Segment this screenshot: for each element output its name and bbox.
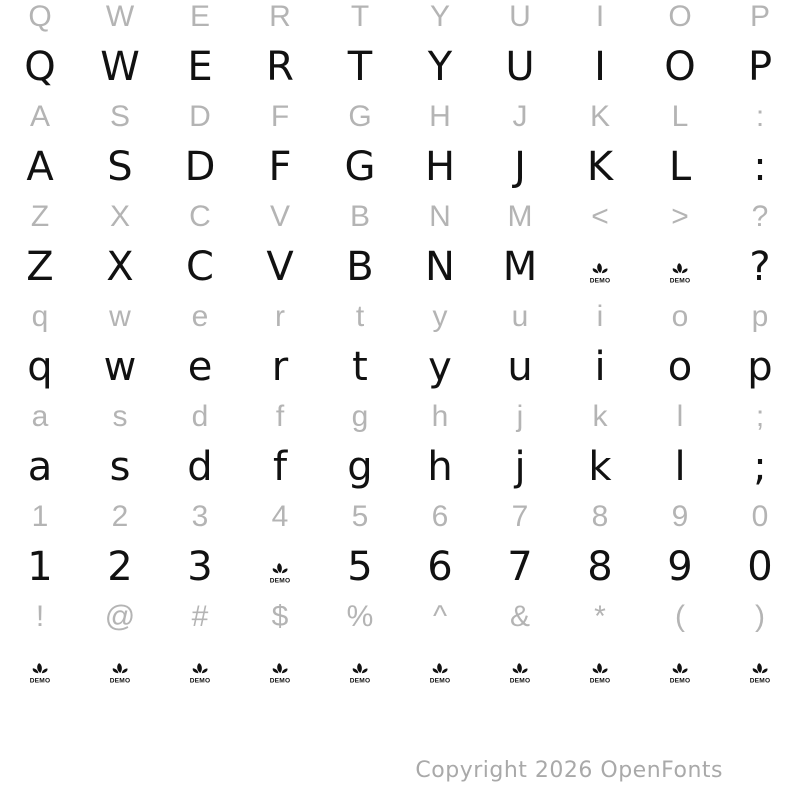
glyph-cell: e: [191, 300, 209, 333]
demo-leaf-icon: [107, 662, 133, 684]
glyph-cell: o: [671, 300, 689, 333]
specimen-row-gray: [0, 192, 800, 242]
glyph-cell: y: [428, 344, 452, 390]
glyph-cell: d: [187, 444, 213, 490]
demo-glyph-icon: [667, 262, 693, 284]
glyph-cell: :: [753, 144, 767, 190]
demo-label: DEMO: [669, 277, 691, 284]
glyph-cell: 7: [511, 500, 529, 533]
glyph-cell: y: [432, 300, 448, 333]
glyph-cell: K: [589, 100, 610, 133]
demo-leaf-icon: [667, 662, 693, 684]
glyph-cell: G: [344, 144, 376, 190]
glyph-cell: X: [106, 244, 134, 290]
glyph-cell: F: [268, 144, 292, 190]
demo-glyph-icon: [667, 662, 693, 684]
glyph-cell: 5: [347, 544, 373, 590]
glyph-cell: J: [514, 144, 526, 190]
demo-label: DEMO: [109, 677, 131, 684]
glyph-cell: D: [184, 144, 216, 190]
glyph-cell: !: [35, 600, 45, 633]
demo-glyph-icon: [747, 662, 773, 684]
glyph-cell: E: [189, 0, 210, 33]
glyph-cell: S: [109, 100, 130, 133]
glyph-cell: D: [189, 100, 211, 133]
glyph-cell: q: [31, 300, 49, 333]
glyph-cell: O: [664, 44, 696, 90]
glyph-cell: i: [596, 300, 604, 333]
glyph-cell: w: [103, 344, 137, 390]
glyph-cell: t: [355, 300, 365, 333]
demo-glyph-icon: [27, 662, 53, 684]
glyph-cell: Z: [26, 244, 54, 290]
glyph-cell: 7: [507, 544, 533, 590]
demo-label: DEMO: [189, 677, 211, 684]
glyph-cell: R: [266, 44, 294, 90]
glyph-cell: p: [747, 344, 773, 390]
glyph-cell: ): [755, 600, 765, 633]
glyph-cell: 6: [431, 500, 449, 533]
demo-glyph-icon: [107, 662, 133, 684]
glyph-cell: 3: [191, 500, 209, 533]
glyph-cell: g: [347, 444, 373, 490]
glyph-cell: h: [431, 400, 449, 433]
glyph-cell: X: [109, 200, 130, 233]
demo-glyph: [640, 647, 720, 687]
demo-leaf-icon: [187, 662, 213, 684]
demo-label: DEMO: [29, 677, 51, 684]
demo-leaf-icon: [507, 662, 533, 684]
demo-leaf-icon: [427, 662, 453, 684]
glyph-cell: Z: [30, 200, 50, 233]
demo-label: DEMO: [589, 677, 611, 684]
glyph-cell: C: [189, 200, 211, 233]
glyph-cell: I: [594, 44, 606, 90]
glyph-cell: 1: [27, 544, 53, 590]
glyph-cell: l: [676, 400, 684, 433]
specimen-row-gray: [0, 92, 800, 142]
glyph-cell: r: [275, 300, 285, 333]
glyph-cell: M: [502, 244, 538, 290]
demo-label: DEMO: [509, 677, 531, 684]
specimen-row-black: [0, 142, 800, 192]
glyph-cell: j: [516, 400, 524, 433]
glyph-cell: C: [186, 244, 214, 290]
glyph-cell: 2: [107, 544, 133, 590]
glyph-cell: $: [271, 600, 289, 633]
glyph-cell: ^: [432, 600, 448, 633]
glyph-cell: A: [26, 144, 54, 190]
glyph-cell: 2: [111, 500, 129, 533]
demo-glyph: [560, 247, 640, 287]
specimen-row-black: [0, 642, 800, 692]
glyph-cell: u: [511, 300, 529, 333]
demo-glyph-icon: [507, 662, 533, 684]
glyph-cell: F: [270, 100, 290, 133]
glyph-cell: U: [505, 44, 535, 90]
demo-leaf-icon: [667, 262, 693, 284]
demo-glyph: [240, 547, 320, 587]
glyph-cell: ?: [749, 244, 771, 290]
glyph-cell: s: [109, 444, 131, 490]
demo-glyph-icon: [267, 662, 293, 684]
glyph-cell: f: [272, 444, 288, 490]
glyph-cell: O: [668, 0, 692, 33]
glyph-cell: h: [427, 444, 453, 490]
glyph-cell: %: [346, 600, 374, 633]
glyph-cell: <: [591, 200, 609, 233]
glyph-cell: f: [275, 400, 285, 433]
specimen-row-black: [0, 42, 800, 92]
demo-leaf-icon: [747, 662, 773, 684]
glyph-cell: A: [29, 100, 50, 133]
glyph-cell: V: [266, 244, 294, 290]
glyph-cell: g: [351, 400, 369, 433]
specimen-row-black: [0, 442, 800, 492]
demo-glyph: [400, 647, 480, 687]
demo-glyph: [720, 647, 800, 687]
glyph-cell: >: [671, 200, 689, 233]
demo-label: DEMO: [269, 577, 291, 584]
demo-label: DEMO: [749, 677, 771, 684]
glyph-cell: 9: [667, 544, 693, 590]
glyph-cell: G: [348, 100, 372, 133]
glyph-cell: Q: [24, 44, 56, 90]
demo-glyph-icon: [427, 662, 453, 684]
glyph-cell: e: [187, 344, 213, 390]
glyph-cell: 1: [31, 500, 49, 533]
glyph-cell: B: [349, 200, 370, 233]
specimen-row-gray: [0, 392, 800, 442]
glyph-cell: 8: [591, 500, 609, 533]
glyph-cell: J: [512, 100, 528, 133]
glyph-cell: o: [667, 344, 693, 390]
glyph-cell: 9: [671, 500, 689, 533]
demo-label: DEMO: [429, 677, 451, 684]
glyph-cell: 5: [351, 500, 369, 533]
glyph-cell: L: [668, 144, 692, 190]
demo-label: DEMO: [349, 677, 371, 684]
specimen-row-black: [0, 542, 800, 592]
glyph-cell: T: [350, 0, 370, 33]
glyph-cell: 4: [271, 500, 289, 533]
glyph-cell: W: [105, 0, 135, 33]
glyph-cell: 3: [187, 544, 213, 590]
glyph-cell: p: [751, 300, 769, 333]
glyph-cell: Y: [429, 0, 450, 33]
glyph-cell: q: [27, 344, 53, 390]
demo-glyph-icon: [267, 562, 293, 584]
glyph-cell: S: [107, 144, 133, 190]
demo-leaf-icon: [587, 262, 613, 284]
glyph-cell: s: [112, 400, 128, 433]
glyph-cell: @: [104, 600, 136, 633]
glyph-cell: E: [187, 44, 213, 90]
specimen-row-black: [0, 242, 800, 292]
glyph-cell: I: [595, 0, 605, 33]
glyph-cell: :: [755, 100, 765, 133]
glyph-cell: d: [191, 400, 209, 433]
glyph-cell: P: [749, 0, 770, 33]
demo-glyph: [480, 647, 560, 687]
demo-leaf-icon: [587, 662, 613, 684]
glyph-cell: K: [586, 144, 614, 190]
glyph-cell: i: [594, 344, 606, 390]
demo-glyph: [320, 647, 400, 687]
demo-glyph-icon: [187, 662, 213, 684]
glyph-cell: a: [31, 400, 49, 433]
glyph-cell: W: [100, 44, 140, 90]
glyph-cell: T: [347, 44, 373, 90]
demo-leaf-icon: [27, 662, 53, 684]
glyph-cell: j: [514, 444, 526, 490]
glyph-cell: ?: [751, 200, 769, 233]
glyph-cell: *: [594, 600, 606, 633]
glyph-cell: ;: [755, 400, 765, 433]
specimen-row-black: [0, 342, 800, 392]
glyph-cell: P: [747, 44, 773, 90]
demo-glyph: [560, 647, 640, 687]
glyph-cell: k: [588, 444, 612, 490]
glyph-cell: N: [429, 200, 451, 233]
glyph-cell: l: [674, 444, 686, 490]
glyph-cell: t: [352, 344, 368, 390]
demo-leaf-icon: [267, 662, 293, 684]
glyph-cell: Y: [427, 44, 453, 90]
demo-glyph: [160, 647, 240, 687]
specimen-row-gray: [0, 292, 800, 342]
glyph-cell: 0: [751, 500, 769, 533]
glyph-cell: M: [507, 200, 533, 233]
glyph-cell: H: [429, 100, 451, 133]
demo-glyph: [640, 247, 720, 287]
specimen-row-gray: [0, 492, 800, 542]
glyph-cell: &: [509, 600, 530, 633]
glyph-cell: 8: [587, 544, 613, 590]
glyph-cell: B: [346, 244, 374, 290]
demo-glyph-icon: [587, 262, 613, 284]
demo-glyph: [240, 647, 320, 687]
copyright-text: Copyright 2026 OpenFonts: [415, 758, 723, 783]
specimen-row-gray: [0, 592, 800, 642]
demo-label: DEMO: [669, 677, 691, 684]
glyph-cell: (: [675, 600, 685, 633]
glyph-cell: 6: [427, 544, 453, 590]
glyph-cell: R: [269, 0, 291, 33]
demo-glyph: [80, 647, 160, 687]
demo-label: DEMO: [589, 277, 611, 284]
glyph-cell: U: [509, 0, 531, 33]
demo-glyph-icon: [587, 662, 613, 684]
glyph-cell: a: [27, 444, 53, 490]
demo-label: DEMO: [269, 677, 291, 684]
glyph-cell: k: [592, 400, 608, 433]
glyph-cell: L: [671, 100, 689, 133]
glyph-cell: w: [109, 300, 131, 333]
glyph-cell: u: [507, 344, 533, 390]
specimen-row-gray: [0, 0, 800, 42]
glyph-cell: ;: [753, 444, 767, 490]
glyph-cell: 0: [747, 544, 773, 590]
glyph-cell: #: [191, 600, 209, 633]
demo-glyph: [0, 647, 80, 687]
glyph-cell: r: [271, 344, 289, 390]
glyph-cell: H: [424, 144, 456, 190]
demo-leaf-icon: [267, 562, 293, 584]
demo-glyph-icon: [347, 662, 373, 684]
glyph-cell: N: [425, 244, 455, 290]
glyph-cell: V: [269, 200, 290, 233]
demo-leaf-icon: [347, 662, 373, 684]
glyph-cell: Q: [28, 0, 52, 33]
